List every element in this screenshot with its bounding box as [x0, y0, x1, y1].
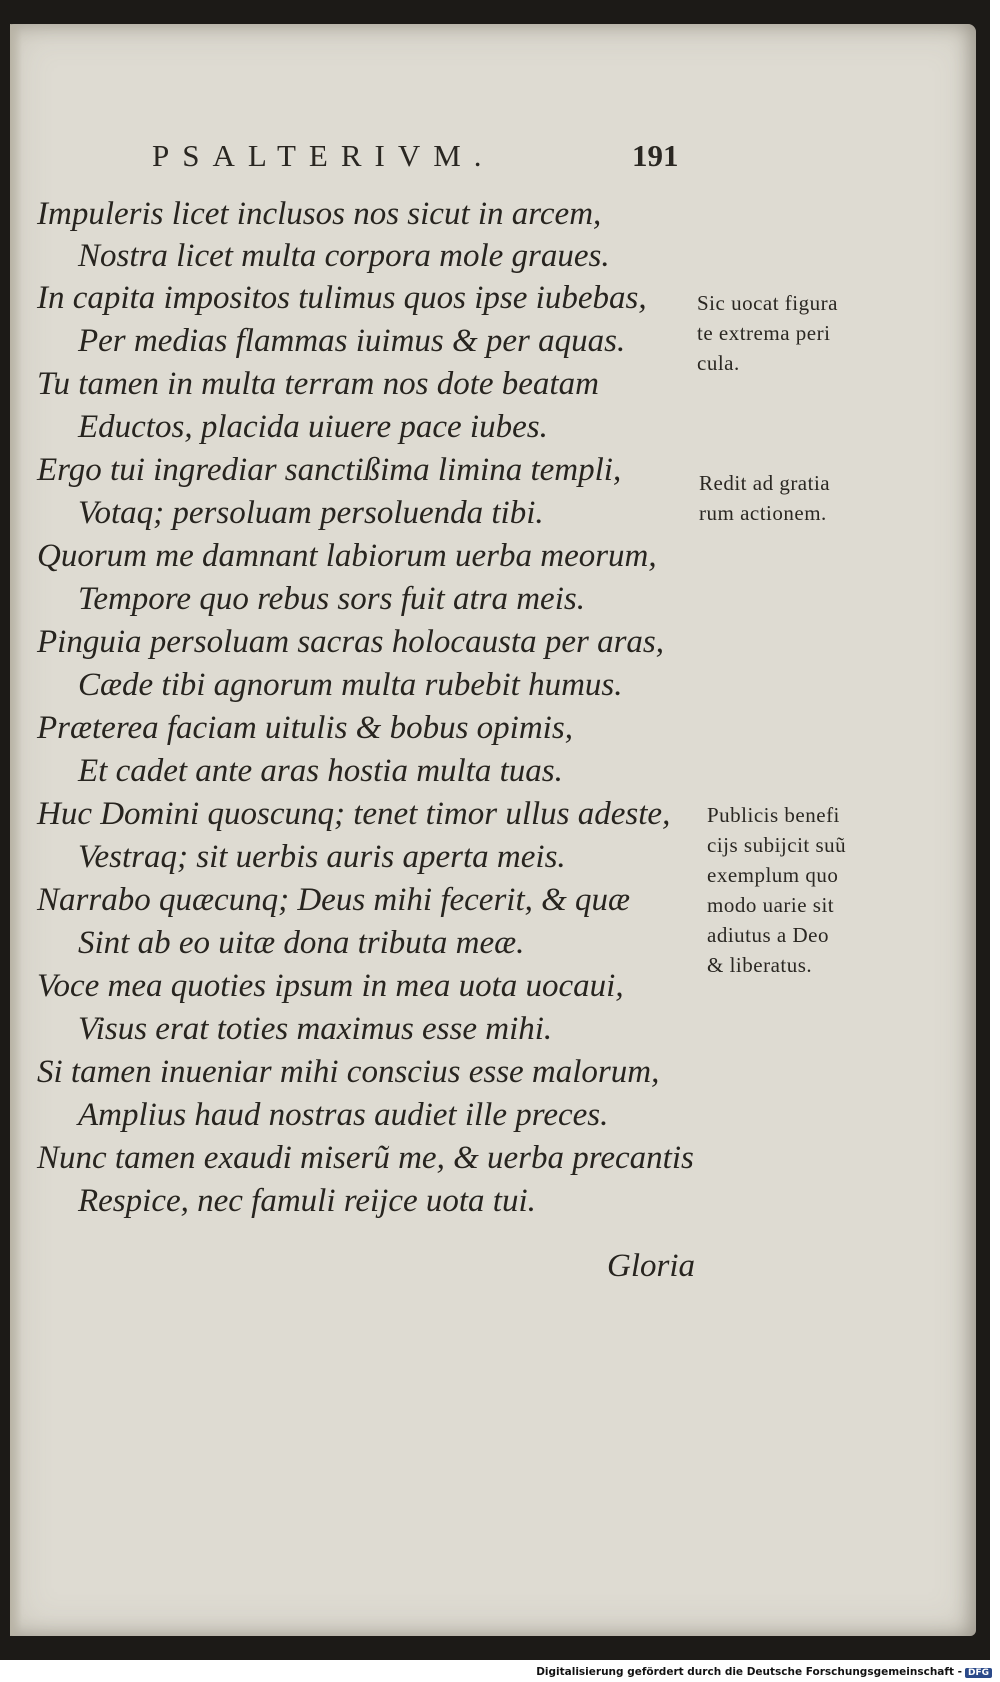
page-number: 191	[632, 138, 679, 173]
page-gutter-shadow	[10, 24, 22, 1636]
verse-line: Quorum me damnant labiorum uerba meorum,	[37, 538, 657, 574]
verse-line: Tempore quo rebus sors fuit atra meis.	[78, 581, 585, 617]
marginal-note-line: exemplum quo	[707, 863, 839, 887]
verse-line: Amplius haud nostras audiet ille preces.	[78, 1097, 609, 1133]
verse-line: Si tamen inueniar mihi conscius esse malorum,	[37, 1054, 660, 1090]
verse-line: Vestraq; sit uerbis auris aperta meis.	[78, 839, 566, 875]
running-title: PSALTERIVM.	[152, 138, 495, 173]
verse-line: Præterea faciam uitulis & bobus opimis,	[37, 710, 573, 746]
verse-line: Nostra licet multa corpora mole graues.	[78, 238, 610, 274]
verse-line: Voce mea quoties ipsum in mea uota uocaui,	[37, 968, 624, 1004]
dfg-logo: DFG	[965, 1668, 992, 1678]
verse-line: Nunc tamen exaudi miserũ me, & uerba precantis	[37, 1140, 694, 1176]
verse-line: Cæde tibi agnorum multa rubebit humus.	[78, 667, 623, 703]
marginal-note-line: rum actionem.	[699, 501, 827, 525]
verse-line: Tu tamen in multa terram nos dote beatam	[37, 366, 599, 402]
verse-line: Per medias flammas iuimus & per aquas.	[78, 323, 626, 359]
marginal-note-line: Redit ad gratia	[699, 471, 831, 495]
verse-line: Et cadet ante aras hostia multa tuas.	[78, 753, 563, 789]
verse-line: Votaq; persoluam persoluenda tibi.	[78, 495, 544, 531]
marginal-note-line: Publicis benefi	[707, 803, 840, 827]
catchword: Gloria	[607, 1248, 696, 1284]
verse-line: Pinguia persoluam sacras holocausta per aras,	[37, 624, 664, 660]
verse-line: Ergo tui ingrediar sanctißima limina templi,	[37, 452, 622, 488]
marginal-note-line: & liberatus.	[707, 953, 813, 977]
credit-text: Digitalisierung gefördert durch die Deutsche Forschungsgemeinschaft -	[536, 1666, 962, 1678]
verse-line: Visus erat toties maximus esse mihi.	[78, 1011, 553, 1047]
marginal-note	[697, 288, 838, 378]
verse-line: Narrabo quæcunq; Deus mihi fecerit, & quæ	[37, 882, 631, 918]
marginal-note-line: modo uarie sit	[707, 893, 835, 917]
verse-line: Respice, nec famuli reijce uota tui.	[78, 1183, 536, 1219]
marginal-note	[707, 800, 846, 980]
marginal-note-line: Sic uocat figura	[697, 291, 838, 315]
verse-line: Eductos, placida uiuere pace iubes.	[78, 409, 548, 445]
verse-line: Impuleris licet inclusos nos sicut in arcem,	[37, 196, 602, 232]
marginal-note-line: cijs subijcit suũ	[707, 833, 847, 857]
digitization-credit	[536, 1666, 992, 1678]
marginal-note-line: adiutus a Deo	[707, 923, 829, 947]
verse-line: Huc Domini quoscunq; tenet timor ullus adeste,	[37, 796, 671, 832]
verse-line: In capita impositos tulimus quos ipse iubebas,	[37, 280, 647, 316]
marginal-note	[699, 468, 830, 528]
marginal-note-line: te extrema peri	[697, 321, 831, 345]
marginal-note-line: cula.	[697, 351, 740, 375]
verse-line: Sint ab eo uitæ dona tributa meæ.	[78, 925, 525, 961]
